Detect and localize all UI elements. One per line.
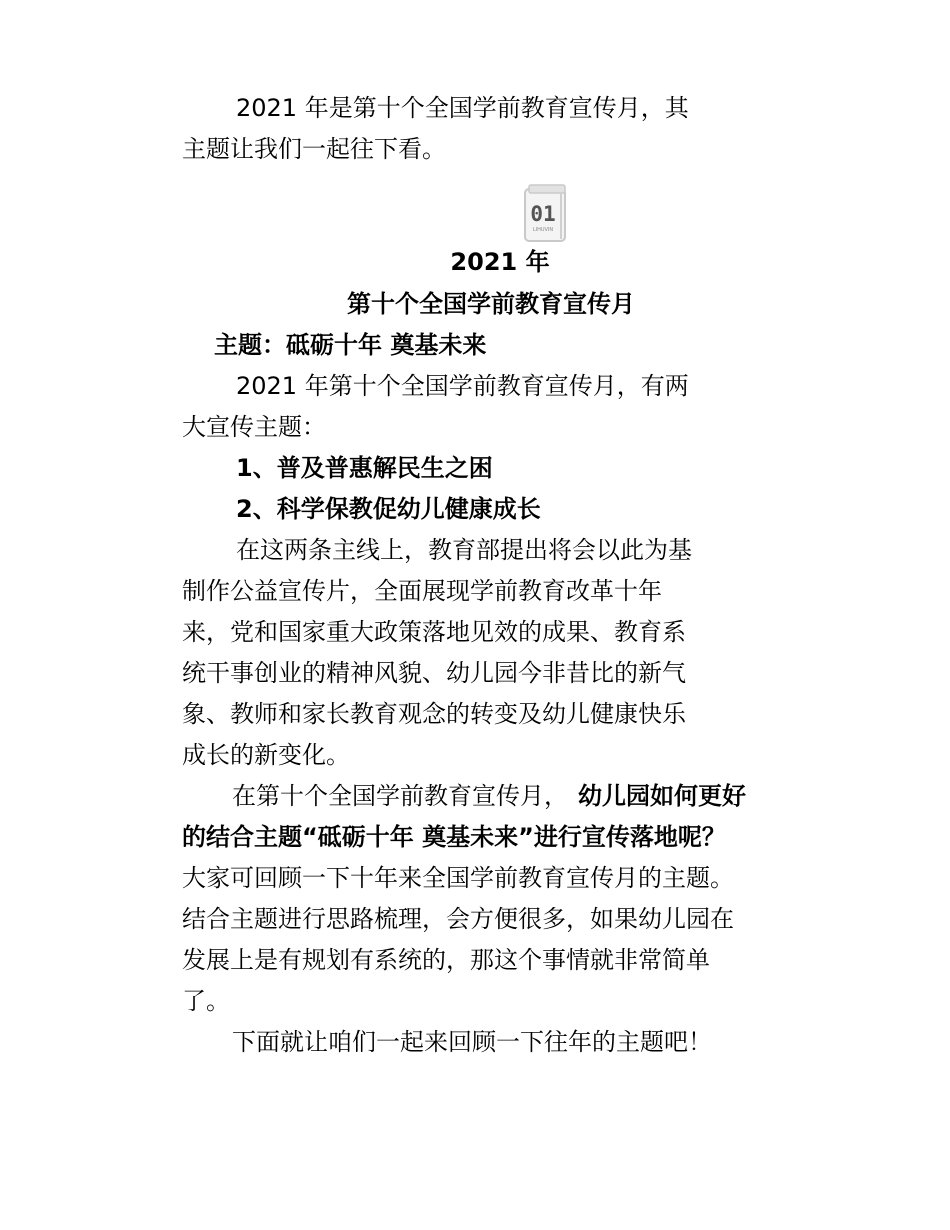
point-1: 1、普及普惠解民生之困 [236, 454, 493, 482]
heading-theme: 主题：砥砺十年 奠基未来 [214, 331, 487, 359]
p3-line-1-normal: 在第十个全国学前教育宣传月， [232, 782, 568, 810]
p3-line-5: 发展上是有规划有系统的，那这个事情就非常简单 [182, 946, 710, 974]
intro-line-1: 2021 年是第十个全国学前教育宣传月，其 [236, 94, 689, 122]
p3-line-1-bold: 幼儿园如何更好 [578, 782, 746, 810]
badge-subtext: LIHUVIN [532, 227, 554, 233]
book-number-icon [521, 183, 571, 245]
p3-line-6: 了。 [182, 987, 230, 1015]
p3-line-3: 大家可回顾一下十年来全国学前教育宣传月的主题。 [182, 864, 734, 892]
p1-line-1: 2021 年第十个全国学前教育宣传月，有两 [236, 372, 689, 400]
p2-line-1: 在这两条主线上，教育部提出将会以此为基 [236, 536, 692, 564]
heading-title: 第十个全国学前教育宣传月 [347, 290, 635, 318]
p2-line-5: 象、教师和家长教育观念的转变及幼儿健康快乐 [182, 700, 686, 728]
p3-line-1 [232, 776, 746, 816]
point-2: 2、科学保教促幼儿健康成长 [236, 495, 541, 523]
p3-line-2: 的结合主题“砥砺十年 奠基未来”进行宣传落地呢？ [182, 823, 726, 851]
badge-number: 01 [530, 202, 556, 226]
p2-line-4: 统干事创业的精神风貌、幼儿园今非昔比的新气 [182, 659, 686, 687]
p2-line-2: 制作公益宣传片，全面展现学前教育改革十年 [182, 577, 662, 605]
heading-year: 2021 年 [450, 248, 550, 276]
p2-line-3: 来，党和国家重大政策落地见效的成果、教育系 [182, 618, 686, 646]
p2-line-6: 成长的新变化。 [182, 741, 350, 769]
p1-line-2: 大宣传主题： [182, 413, 326, 441]
intro-line-2: 主题让我们一起往下看。 [182, 135, 446, 163]
p4-line: 下面就让咱们一起来回顾一下往年的主题吧！ [232, 1028, 712, 1056]
p3-line-4: 结合主题进行思路梳理，会方便很多，如果幼儿园在 [182, 905, 734, 933]
